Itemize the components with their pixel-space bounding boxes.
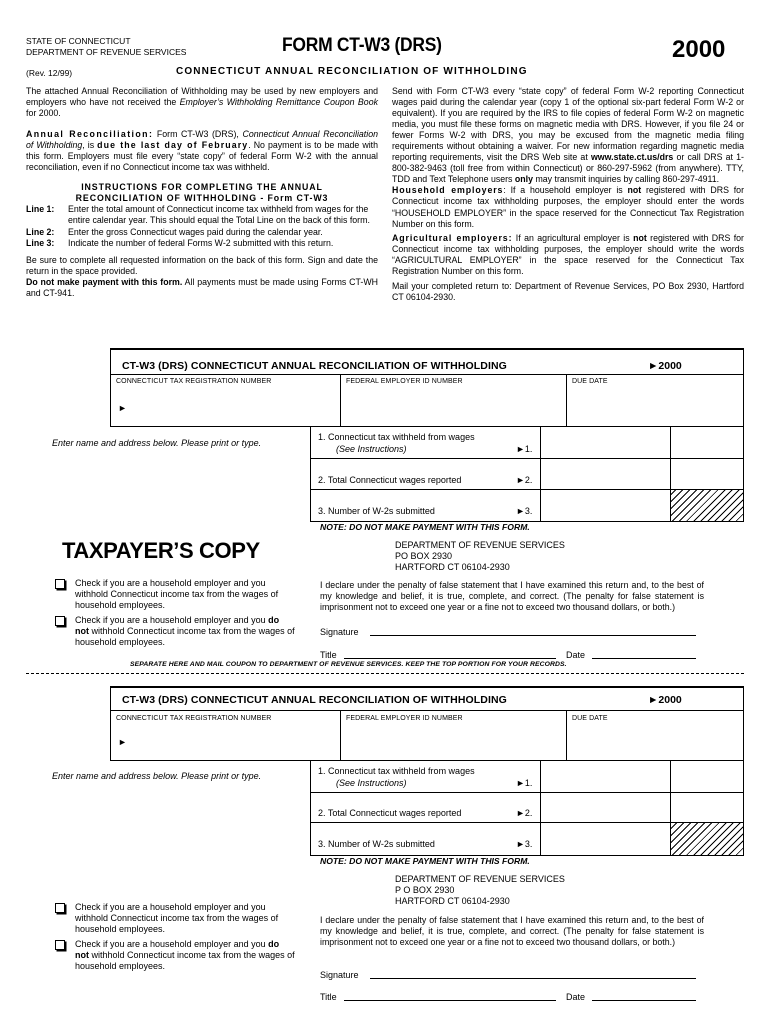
declaration-text: I declare under the penalty of false statement that I have examined this return and, to the best of my knowledge and belief, it is true, complete, and correct. (The penalty for false statement is imprisonment not to exceed one year or a fine not to exceed two thousand dollars, or both.) [320,915,704,948]
line3-label: 3. Number of W-2s submitted [318,506,435,516]
mailing-address: DEPARTMENT OF REVENUE SERVICES PO BOX 2930 HARTFORD CT 06104-2930 [395,540,565,572]
shaded-cell [671,823,743,856]
agency-state: STATE OF CONNECTICUT [26,36,131,46]
registration-arrow-icon: ► [118,403,127,413]
line1-subtext: (See Instructions) [336,778,407,788]
line2-label: 2. Total Connecticut wages reported [318,475,462,485]
date-label: Date [566,650,586,660]
mailing-address: DEPARTMENT OF REVENUE SERVICES P O BOX 2930 HARTFORD CT 06104-2930 [395,874,565,906]
tax-registration-input[interactable] [114,389,336,423]
line1-amount-input[interactable] [542,428,668,456]
due-date-input[interactable] [570,389,740,423]
line3-count-input[interactable] [542,824,668,854]
agency-department: DEPARTMENT OF REVENUE SERVICES [26,47,187,57]
separate-here-instruction: SEPARATE HERE AND MAIL COUPON TO DEPARTMENT OF REVENUE SERVICES. KEEP THE TOP PORTION FOR YOUR RECORDS. [130,661,567,668]
mail-paragraph: Mail your completed return to: Department of Revenue Services, PO Box 2930, Hartford CT 06104-2930. [392,280,744,302]
tax-registration-input[interactable] [114,725,336,757]
no-withhold-checkbox-row[interactable] [55,939,295,972]
no-withhold-checkbox[interactable] [55,940,65,950]
line1-amount-input[interactable] [542,762,668,790]
tax-registration-label: CONNECTICUT TAX REGISTRATION NUMBER [116,715,272,722]
form-subtitle: CONNECTICUT ANNUAL RECONCILIATION OF WITHHOLDING [176,66,528,77]
household-checkboxes [55,578,295,648]
name-address-area[interactable] [30,452,310,522]
withhold-checkbox[interactable] [55,579,65,589]
tax-registration-label: CONNECTICUT TAX REGISTRATION NUMBER [116,378,272,385]
line3-instruction: Line 3: Indicate the number of federal Forms W-2 submitted with this return. [26,237,334,248]
fein-input[interactable] [344,725,562,757]
household-checkboxes [55,902,295,972]
agricultural-employers-paragraph: Agricultural employers: If an agricultural employer is not registered with DRS for Connecticut income tax withholding purposes, the employer should write the words “AGRICULTURAL EMPLOYER” in the space reserved for the Connecticut Tax Registration Number on this form. [392,232,744,276]
household-employers-paragraph: Household employers: If a household employer is not registered with DRS for Connecticut income tax withholding purposes, the employer should enter the words “HOUSEHOLD EMPLOYER” in the space reserved for the Connecticut Tax Registration Number on this form. [392,185,744,229]
no-payment-note: NOTE: DO NOT MAKE PAYMENT WITH THIS FORM. [320,856,530,866]
form-year: 2000 [672,36,726,63]
title-field[interactable] [344,647,556,659]
coupon-year: ►2000 [648,694,682,706]
signature-field[interactable] [370,624,696,636]
signature-label: Signature [320,970,359,980]
agency-block [26,36,186,58]
line1-number: ►1. [516,778,533,788]
line3-label: 3. Number of W-2s submitted [318,839,435,849]
name-address-prompt: Enter name and address below. Please print or type. [52,771,262,781]
withhold-checkbox-row[interactable] [55,902,295,935]
coupon-title: CT-W3 (DRS) CONNECTICUT ANNUAL RECONCILIATION OF WITHHOLDING [122,694,507,706]
fein-input[interactable] [344,389,562,423]
instructions-heading: INSTRUCTIONS FOR COMPLETING THE ANNUAL RECONCILIATION OF WITHHOLDING - Form CT-W3 [75,182,329,204]
withhold-checkbox-label: Check if you are a household employer and you withhold Connecticut income tax from the wages of household employees. [75,902,279,934]
date-field[interactable] [592,989,696,1001]
complete-info-paragraph: Be sure to complete all requested information on the back of this form. Sign and date the return in the space provided. [26,254,378,276]
declaration-text: I declare under the penalty of false statement that I have examined this return and, to the best of my knowledge and belief, it is true, complete, and correct. (The penalty for false statement is imprisonment not to exceed one year or a fine not to exceed two thousand dollars, or both.) [320,580,704,613]
line1-label: 1. Connecticut tax withheld from wages [318,432,475,442]
title-label: Title [320,992,337,1002]
date-field[interactable] [592,647,696,659]
withhold-checkbox-row[interactable] [55,578,295,611]
no-payment-note: NOTE: DO NOT MAKE PAYMENT WITH THIS FORM. [320,522,530,532]
date-label: Date [566,992,586,1002]
taxpayer-copy-label: TAXPAYER’S COPY [62,538,260,563]
revision-date: (Rev. 12/99) [26,68,73,78]
no-payment-paragraph: Do not make payment with this form. All payments must be made using Forms CT-WH and CT-941. [26,276,378,298]
name-address-prompt: Enter name and address below. Please print or type. [52,438,262,448]
cut-line [26,673,744,674]
line3-count-input[interactable] [542,491,668,520]
name-address-area[interactable] [30,786,310,856]
no-withhold-checkbox-label: Check if you are a household employer and you do not withhold Connecticut income tax from the wages of household employees. [75,615,295,647]
registration-arrow-icon: ► [118,737,127,747]
no-withhold-checkbox-row[interactable] [55,615,295,648]
coupon-year: ►2000 [648,360,682,372]
send-w2-paragraph: Send with Form CT-W3 every “state copy” of federal Form W-2 reporting Connecticut wages paid during the calendar year (copy 1 of the optional six-part federal Form W-2 or equivalent). If you are required by the IRS to file copies of federal Form W-2 on magnetic media, you must file these forms on magnetic media with DRS. However, if you file 24 or fewer Forms W-2 with DRS, you may be excused from the magnetic media filing requirements without obtaining a waiver. For new information regarding magnetic media reporting requirements, visit the DRS Web site at www.state.ct.us/drs or call DRS at 1-800-382-9463 (toll free from within Connecticut) or 860-297-5962 (from anywhere). TTY, TDD and Text Telephone users only may transmit inquiries by calling 860-297-4911. [392,86,744,185]
due-date-label: DUE DATE [572,378,608,385]
title-field[interactable] [344,989,556,1001]
line2-number: ►2. [516,475,533,485]
line2-label: 2. Total Connecticut wages reported [318,808,462,818]
line1-subtext: (See Instructions) [336,444,407,454]
line2-number: ►2. [516,808,533,818]
due-date-input[interactable] [570,725,740,757]
withhold-checkbox-label: Check if you are a household employer and you withhold Connecticut income tax from the wages of household employees. [75,578,279,610]
line3-number: ►3. [516,506,533,516]
due-date-label: DUE DATE [572,715,608,722]
line1-number: ►1. [516,444,533,454]
coupon-title: CT-W3 (DRS) CONNECTICUT ANNUAL RECONCILIATION OF WITHHOLDING [122,360,507,372]
line1-instruction: Line 1: Enter the total amount of Connecticut income tax withheld from wages for the entire calendar year. This should equal the Total Line on the back of this form. [26,204,370,226]
intro-paragraph: The attached Annual Reconciliation of Withholding may be used by new employers and employers who have not received the Employer’s Withholding Remittance Coupon Book for 2000. [26,86,378,119]
line1-label: 1. Connecticut tax withheld from wages [318,766,475,776]
no-withhold-checkbox[interactable] [55,616,65,626]
instructions-left-column [26,86,378,299]
no-withhold-checkbox-label: Check if you are a household employer and you do not withhold Connecticut income tax from the wages of household employees. [75,939,295,971]
shaded-cell [671,490,743,522]
line2-instruction: Line 2: Enter the gross Connecticut wages paid during the calendar year. [26,226,323,237]
line2-amount-input[interactable] [542,794,668,822]
signature-field[interactable] [370,967,696,979]
instructions-right-column [392,86,744,303]
withhold-checkbox[interactable] [55,903,65,913]
form-title: FORM CT-W3 (DRS) [282,35,442,56]
fein-label: FEDERAL EMPLOYER ID NUMBER [346,715,463,722]
annual-reconciliation-paragraph: Annual Reconciliation: Form CT-W3 (DRS), Connecticut Annual Reconciliation of Withholding, is due the last day of February. No payment is to be made with this form. Employers must file every “state copy” of federal Form W-2 with the annual reconciliation, even if no Connecticut income tax was withheld. [26,129,379,173]
line2-amount-input[interactable] [542,460,668,488]
title-label: Title [320,650,337,660]
fein-label: FEDERAL EMPLOYER ID NUMBER [346,378,463,385]
signature-label: Signature [320,627,359,637]
line3-number: ►3. [516,839,533,849]
